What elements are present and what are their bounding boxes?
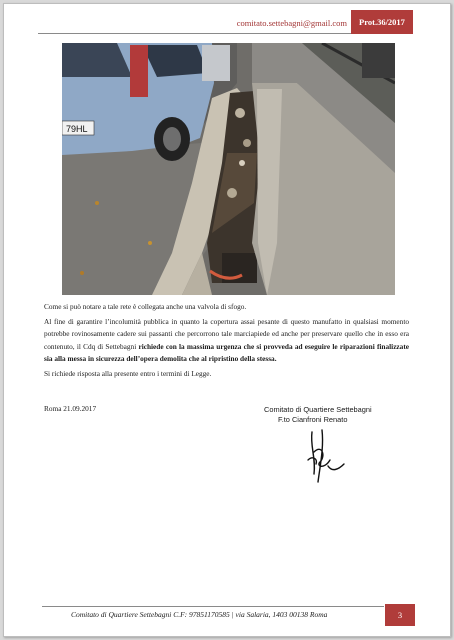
- signature-signer: F.to Cianfroni Renato: [278, 415, 348, 424]
- paragraph-response: Si richiede risposta alla presente entro i termini di Legge.: [44, 368, 212, 378]
- handwritten-signature: [302, 426, 348, 484]
- header-divider: [38, 33, 351, 34]
- letter-body: [44, 301, 409, 383]
- footer-text: Comitato di Quartiere Settebagni C.F: 97851170585 | via Salaria, 1403 00138 Roma: [71, 610, 328, 619]
- page-number-badge: 3: [385, 604, 415, 626]
- header-email: comitato.settebagni@gmail.com: [236, 18, 347, 28]
- protocol-badge: Prot.36/2017: [351, 10, 413, 34]
- letter-date: Roma 21.09.2017: [44, 404, 97, 413]
- paragraph-request-text: Al fine di garantire l’incolumità pubblica in quanto la copertura assai pesante di questo manufatto in qualsiasi momento potrebbe rovinosamente cadere sui passanti che percorrono tale marciapiede ed anche per preservare quello che in esso era contenuto, il Cdq di Settebagni: [44, 316, 409, 351]
- photo-illustration: [62, 43, 395, 295]
- sidewalk-damage-photo: [62, 43, 395, 295]
- paragraph-valve: Come si può notare a tale rete è collegata anche una valvola di sfogo.: [44, 302, 247, 311]
- license-plate-text: 79HL: [66, 124, 88, 134]
- document-page: [3, 3, 451, 637]
- paragraph-request-emphasis: richiede con la massima urgenza che si provveda ad eseguire le riparazioni finalizzate sia alla messa in sicurezza dell’opera demolita che al ripristino della stessa.: [44, 341, 409, 364]
- footer-divider: [42, 606, 384, 607]
- paragraph-request: [44, 316, 409, 366]
- signature-block: [264, 405, 372, 425]
- signature-org: Comitato di Quartiere Settebagni: [264, 405, 372, 414]
